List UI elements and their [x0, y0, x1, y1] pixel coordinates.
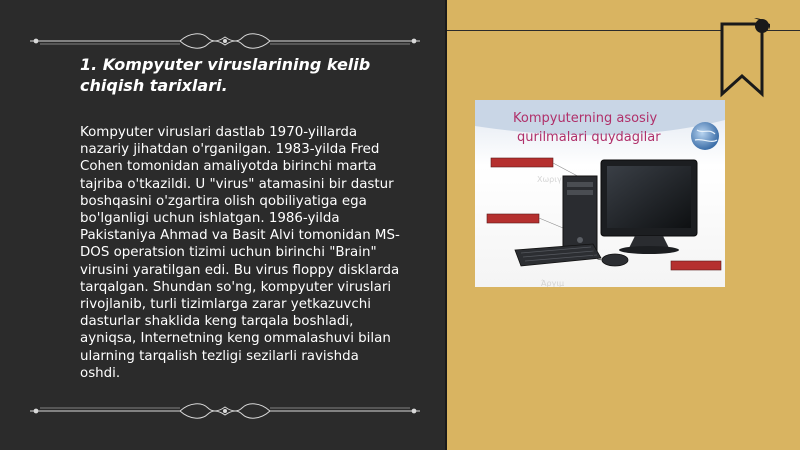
bookmark-ribbon-icon [716, 18, 770, 100]
label-box-3 [671, 261, 721, 270]
globe-icon [691, 122, 719, 150]
label-box-2 [487, 214, 539, 223]
bottom-ornament-divider [30, 402, 420, 420]
slide-body-text: Kompyuter viruslari dastlab 1970-yillarda nazariy jihatdan o'rganilgan. 1983-yilda Fred Cohen tomonidan amaliyotda birinchi marta tajriba o'tkazildi. U "virus" atamasini bir dastur boshqasini o'zgartira olish qobiliyatiga ega bo'lganligi uchun ishlatgan. 1986-yilda Pakistaniya Ahmad va Basit Alvi tomonidan MS-DOS operatsion tizimi uchun birinchi "Brain" virusini yaratilgan edi. Bu virus floppy disklarda tarqalgan. Shundan so'ng, kompyuter viruslari rivojlanib, turli tizimlarga zarar yetkazuvchi dasturlar shaklida keng tarqala boshladi, ayniqsa, Internetning keng ommalashuvi bilan ularning tarqalish tezligi sezilarli ravishda oshdi. [80, 125, 400, 381]
svg-text:Άργιμ: Άργιμ [541, 279, 565, 287]
image-caption-line-2: qurilmalari quydagilar [517, 130, 661, 145]
svg-text:Χωριγ: Χωριγ [537, 175, 562, 184]
top-ornament-divider [30, 32, 420, 50]
image-caption-line-1: Kompyuterning asosiy [513, 111, 658, 126]
system-unit [563, 176, 597, 254]
label-box-1 [491, 158, 553, 167]
computer-devices-image [475, 100, 725, 287]
slide-title: 1. Kompyuter viruslarining kelib chiqish tarixlari. [80, 55, 371, 95]
